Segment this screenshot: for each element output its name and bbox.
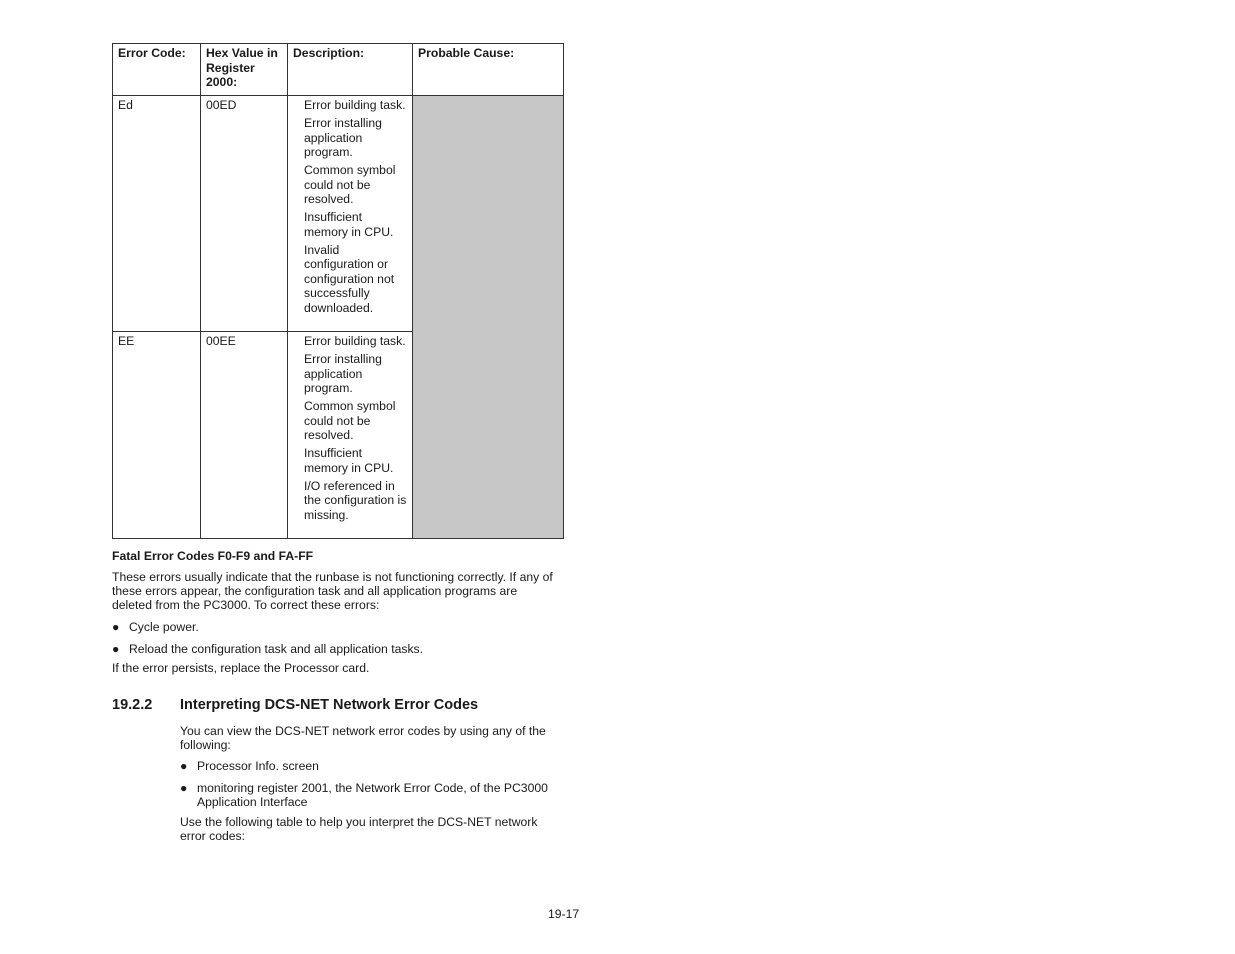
header-description: Description: xyxy=(288,44,413,96)
section-intro: You can view the DCS-NET network error codes by using any of the following: xyxy=(180,724,546,752)
section-number: 19.2.2 xyxy=(112,697,153,713)
description-item: Error installing application program. xyxy=(304,116,382,159)
list-item-text: Cycle power. xyxy=(129,620,199,634)
error-code-table xyxy=(112,43,564,539)
description-cell xyxy=(288,332,413,539)
error-code-cell: Ed xyxy=(113,96,201,332)
section-heading xyxy=(112,697,478,714)
bullet-icon: ● xyxy=(180,759,188,773)
error-code-cell: EE xyxy=(113,332,201,539)
fatal-errors-paragraph: These errors usually indicate that the runbase is not functioning correctly. If any of these errors appear, the configuration task and all application programs are deleted from the PC3000. To correct these errors: xyxy=(112,570,553,612)
hex-value-cell: 00ED xyxy=(201,96,288,332)
description-item: Error installing application program. xyxy=(304,352,382,395)
description-item: Insufficient memory in CPU. xyxy=(304,210,394,239)
bullet-icon: ● xyxy=(180,781,188,795)
description-item: I/O referenced in the configuration is missing. xyxy=(304,478,407,522)
table-header-row xyxy=(113,44,564,96)
description-item: Error building task. xyxy=(304,98,406,112)
header-hex-value: Hex Value in Register 2000: xyxy=(201,44,288,96)
description-item: Common symbol could not be resolved. xyxy=(304,163,396,206)
header-probable-cause: Probable Cause: xyxy=(413,44,564,96)
section-closing: Use the following table to help you interpret the DCS-NET network error codes: xyxy=(180,815,538,843)
description-item: Error building task. xyxy=(304,334,406,348)
list-item-text: Reload the configuration task and all application tasks. xyxy=(129,642,424,656)
table-row xyxy=(113,96,564,332)
bullet-icon: ● xyxy=(112,642,120,656)
fatal-errors-heading: Fatal Error Codes F0-F9 and FA-FF xyxy=(112,549,314,563)
header-error-code: Error Code: xyxy=(113,44,201,96)
probable-cause-cell-shaded xyxy=(413,96,564,539)
bullet-icon: ● xyxy=(112,620,120,634)
description-item: Common symbol could not be resolved. xyxy=(304,399,396,442)
list-item-text: Processor Info. screen xyxy=(197,759,319,773)
hex-value-cell: 00EE xyxy=(201,332,288,539)
description-item: Invalid configuration or configuration not successfully downloaded. xyxy=(304,242,395,315)
description-cell xyxy=(288,96,413,332)
section-title: Interpreting DCS-NET Network Error Codes xyxy=(180,697,479,713)
description-item: Insufficient memory in CPU. xyxy=(304,446,394,475)
list-item-text: monitoring register 2001, the Network Error Code, of the PC3000 Application Interface xyxy=(197,781,548,809)
persist-note: If the error persists, replace the Processor card. xyxy=(112,661,370,675)
page-number: 19-17 xyxy=(548,907,580,921)
